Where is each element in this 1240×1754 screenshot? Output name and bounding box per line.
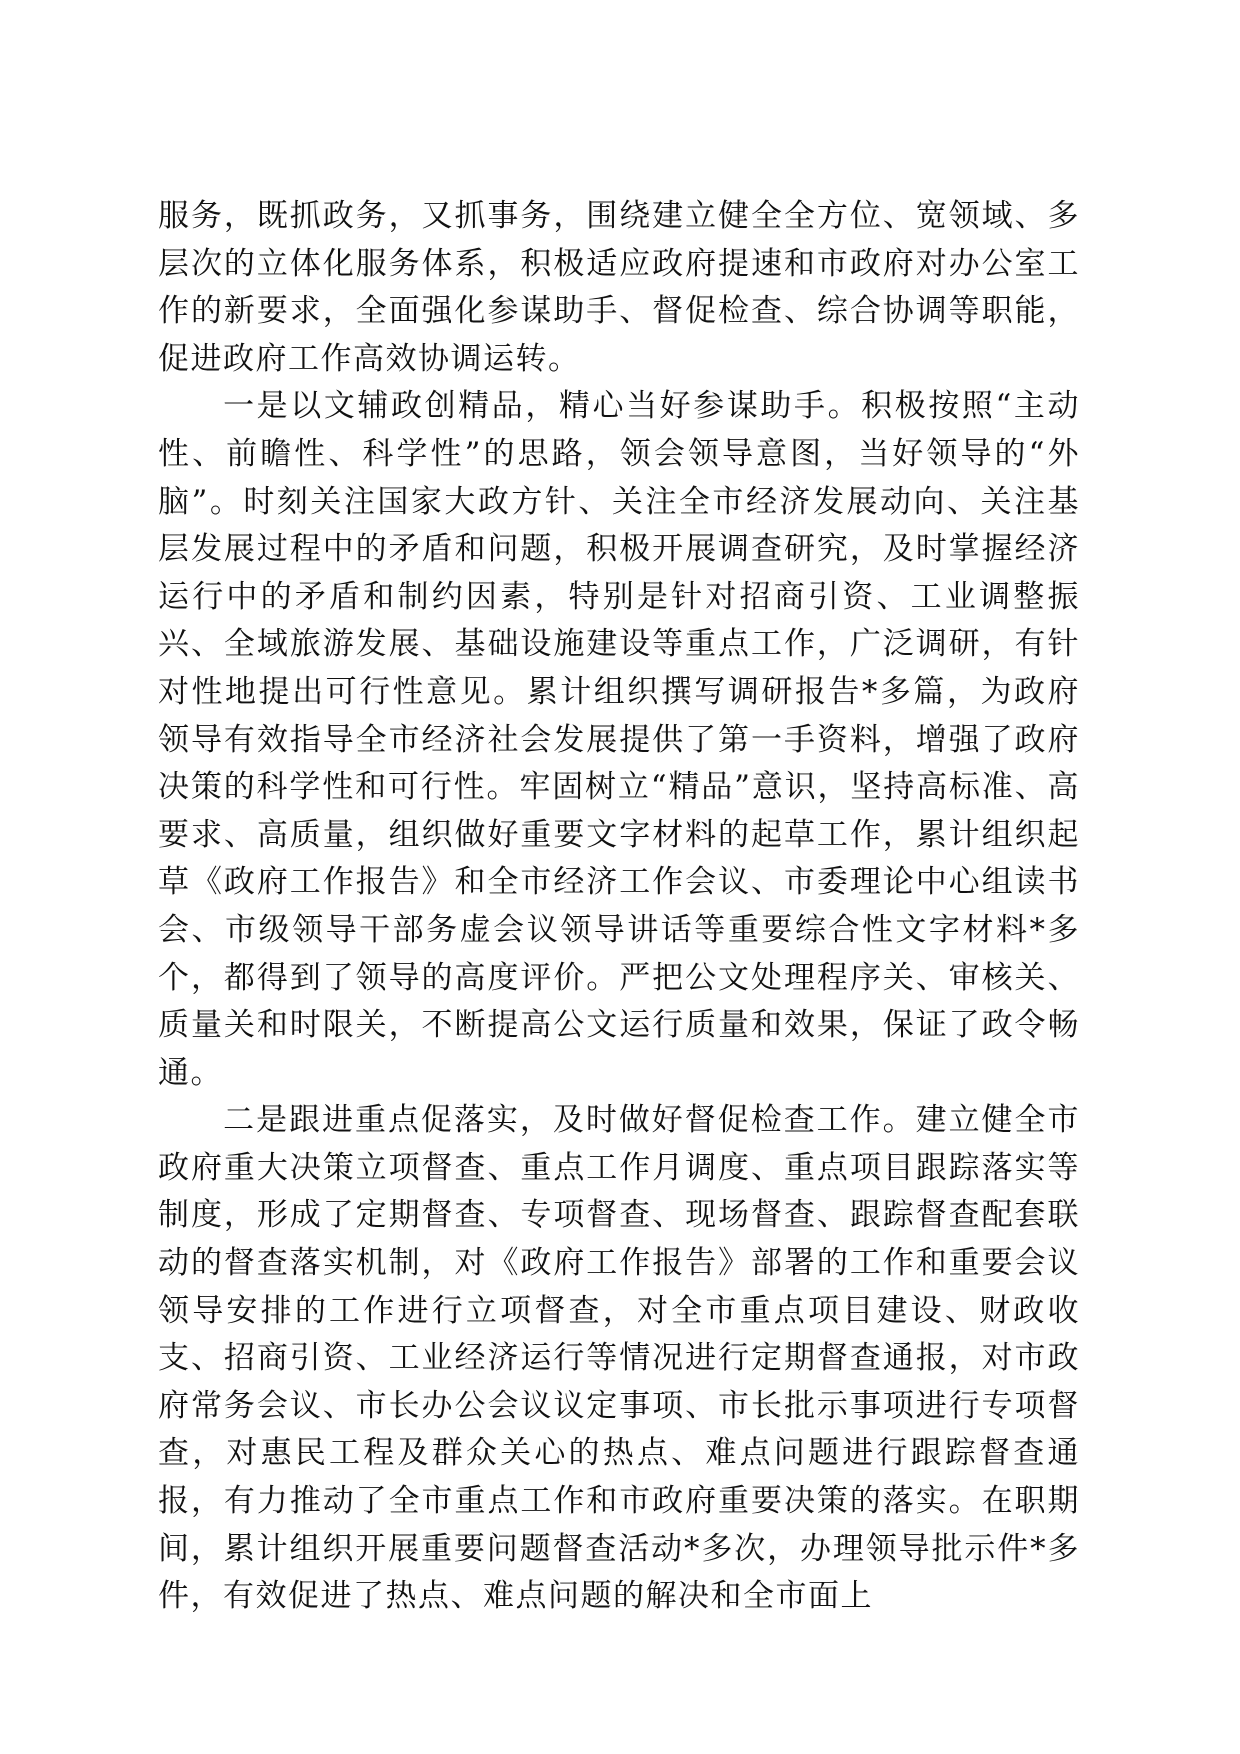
paragraph-continuation: 服务，既抓政务，又抓事务，围绕建立健全全方位、宽领域、多层次的立体化服务体系，积极适应政府提速和市政府对办公室工作的新要求，全面强化参谋助手、督促检查、综合协调等职能，促进政府工作高效协调运转。 xyxy=(158,198,1080,377)
paragraph-supervision: 二是跟进重点促落实，及时做好督促检查工作。建立健全市政府重大决策立项督查、重点工作月调度、重点项目跟踪落实等制度，形成了定期督查、专项督查、现场督查、跟踪督查配套联动的督查落实机制，对《政府工作报告》部署的工作和重要会议领导安排的工作进行立项督查，对全市重点项目建设、财政收支、招商引资、工业经济运行等情况进行定期督查通报，对市政府常务会议、市长办公会议议定事项、市长批示事项进行专项督查，对惠民工程及群众关心的热点、难点问题进行跟踪督查通报，有力推动了全市重点工作和市政府重要决策的落实。在职期间，累计组织开展重要问题督查活动*多次，办理领导批示件*多件，有效促进了热点、难点问题的解决和全市面上 xyxy=(158,1102,1080,1615)
paragraph-staff-support: 一是以文辅政创精品，精心当好参谋助手。积极按照“主动性、前瞻性、科学性”的思路，领会领导意图，当好领导的“外脑”。时刻关注国家大政方针、关注全市经济发展动向、关注基层发展过程中的矛盾和问题，积极开展调查研究，及时掌握经济运行中的矛盾和制约因素，特别是针对招商引资、工业调整振兴、全域旅游发展、基础设施建设等重点工作，广泛调研，有针对性地提出可行性意见。累计组织撰写调研报告*多篇，为政府领导有效指导全市经济社会发展提供了第一手资料，增强了政府决策的科学性和可行性。牢固树立“精品”意识，坚持高标准、高要求、高质量，组织做好重要文字材料的起草工作，累计组织起草《政府工作报告》和全市经济工作会议、市委理论中心组读书会、市级领导干部务虚会议领导讲话等重要综合性文字材料*多个，都得到了领导的高度评价。严把公文处理程序关、审核关、质量关和时限关，不断提高公文运行质量和效果，保证了政令畅通。 xyxy=(158,388,1080,1091)
body-text xyxy=(158,193,1080,1621)
